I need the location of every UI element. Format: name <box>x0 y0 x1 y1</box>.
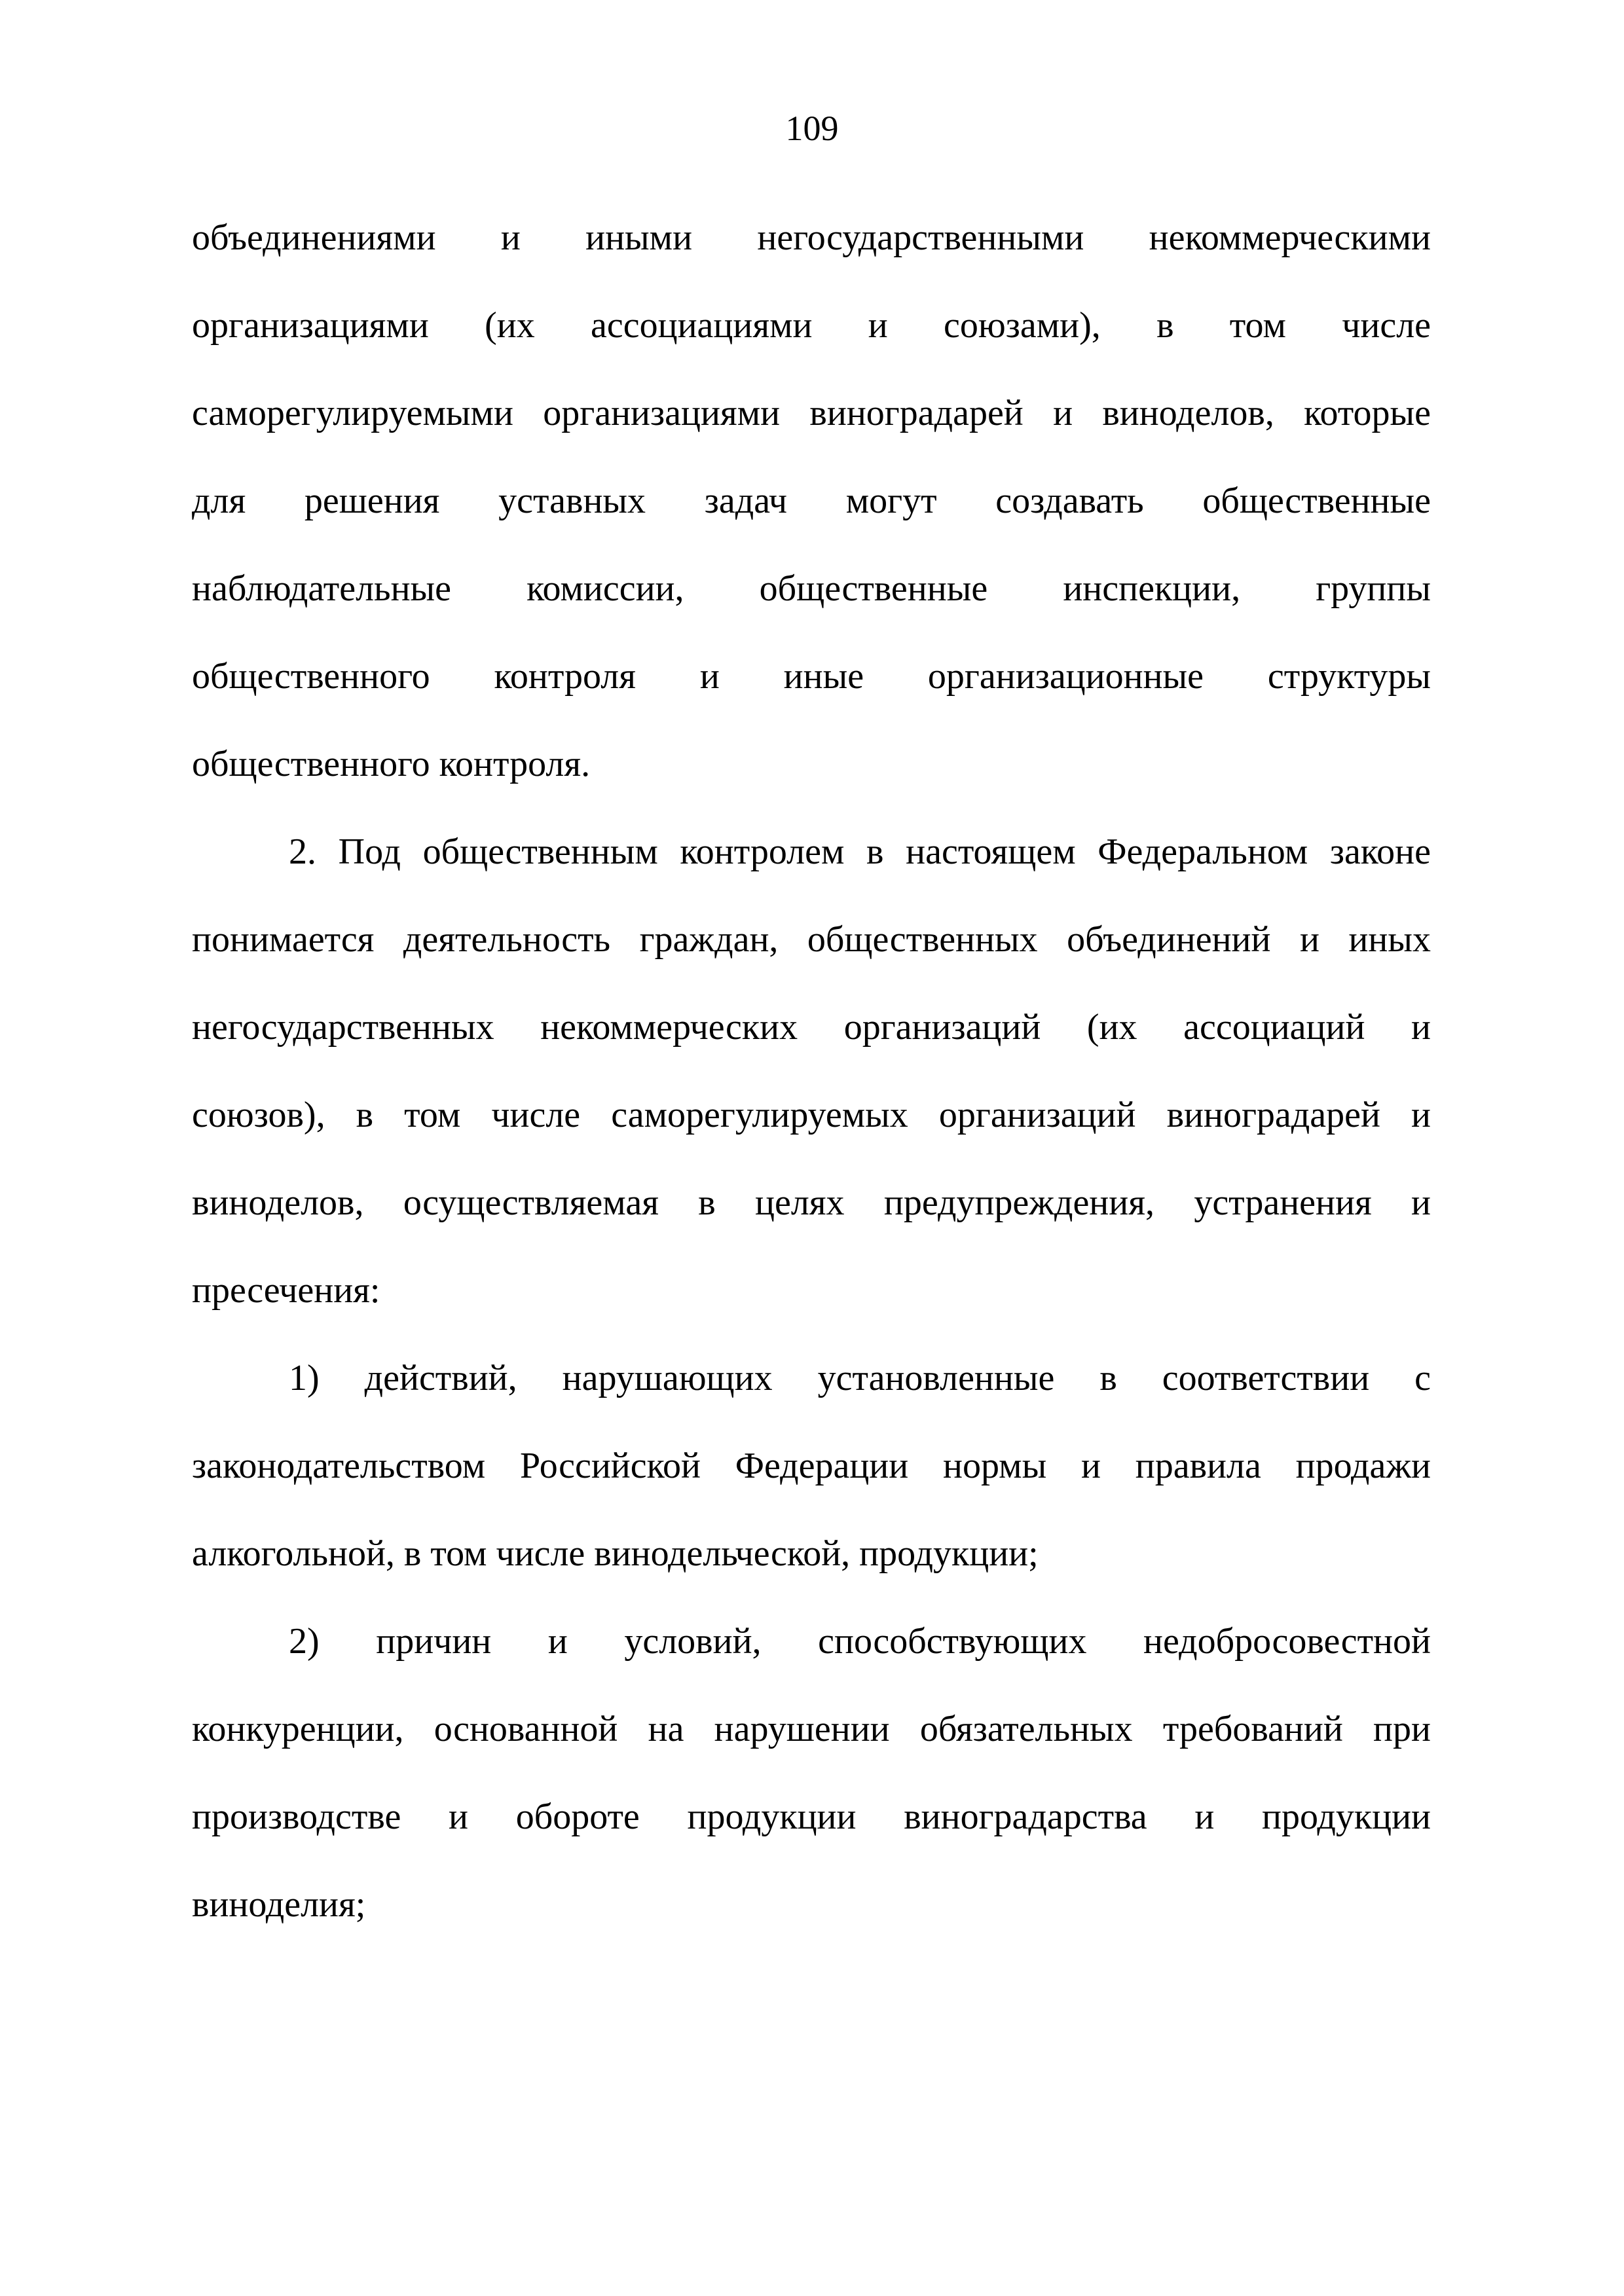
text-line: для решения уставных задач могут создавать общественные <box>192 481 1431 521</box>
text-line: 1) действий, нарушающих установленные в соответствии с <box>289 1358 1431 1398</box>
paragraph-item-2 <box>192 1597 1431 1948</box>
text-line: организациями (их ассоциациями и союзами), в том числе <box>192 305 1431 346</box>
text-line: 2. Под общественным контролем в настоящем Федеральном законе <box>289 831 1431 872</box>
text-line: общественного контроля и иные организационные структуры <box>192 656 1431 697</box>
text-line: понимается деятельность граждан, общественных объединений и иных <box>192 919 1431 960</box>
text-line: законодательством Российской Федерации нормы и правила продажи <box>192 1446 1431 1486</box>
text-line: 2) причин и условий, способствующих недобросовестной <box>289 1621 1431 1662</box>
paragraph-continuation <box>192 194 1431 808</box>
text-line: общественного контроля. <box>192 744 591 784</box>
text-line: наблюдательные комиссии, общественные инспекции, группы <box>192 568 1431 609</box>
text-line: пресечения: <box>192 1270 380 1311</box>
page-number: 109 <box>785 109 839 148</box>
paragraph-clause-2 <box>192 808 1431 1334</box>
document-body <box>192 194 1431 1948</box>
text-line: виноделов, осуществляемая в целях предупреждения, устранения и <box>192 1182 1431 1223</box>
paragraph-item-1 <box>192 1334 1431 1597</box>
text-line: виноделия; <box>192 1884 366 1925</box>
text-line: алкогольной, в том числе винодельческой, продукции; <box>192 1533 1039 1574</box>
text-line: саморегулируемыми организациями виноградарей и виноделов, которые <box>192 393 1431 433</box>
text-line: производстве и обороте продукции виноградарства и продукции <box>192 1796 1431 1837</box>
text-line: конкуренции, основанной на нарушении обязательных требований при <box>192 1709 1431 1749</box>
text-line: союзов), в том числе саморегулируемых организаций виноградарей и <box>192 1095 1431 1135</box>
text-line: объединениями и иными негосударственными некоммерческими <box>192 217 1431 258</box>
text-line: негосударственных некоммерческих организаций (их ассоциаций и <box>192 1007 1431 1048</box>
